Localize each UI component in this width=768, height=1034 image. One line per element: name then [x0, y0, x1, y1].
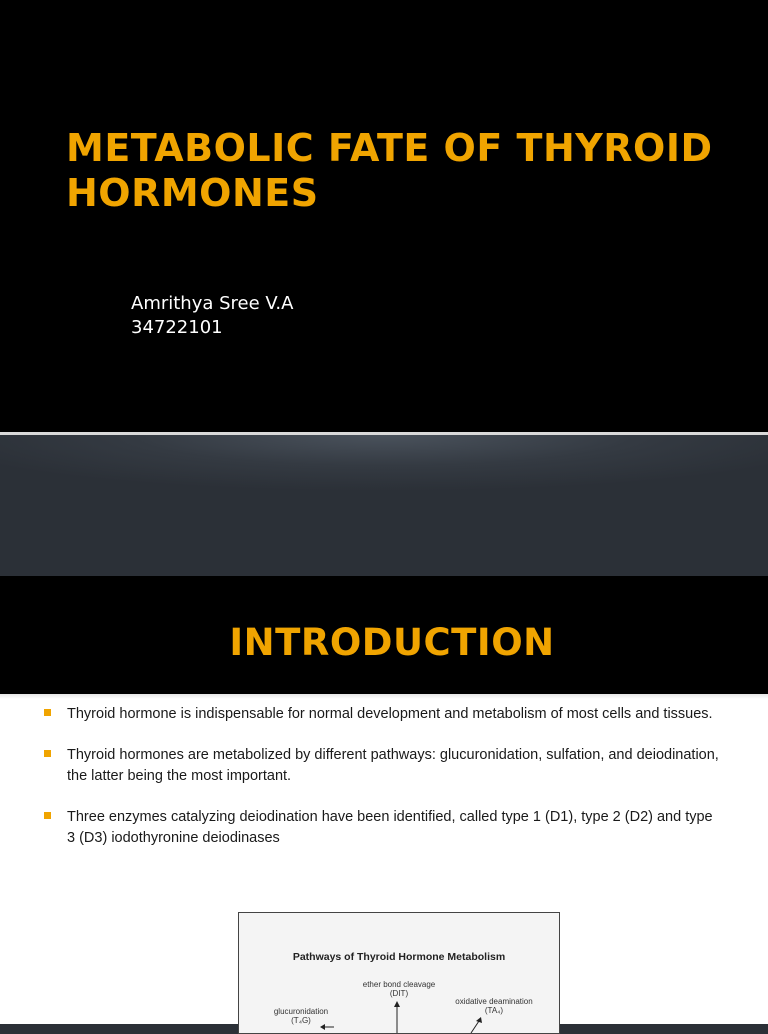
bullet-item [44, 704, 724, 725]
slide-title: METABOLIC FATE OF THYROID HORMONES [66, 126, 713, 215]
bullet-text: Three enzymes catalyzing deiodination have been identified, called type 1 (D1), type 2 (D2) and type 3 (D3) iodothyronine deiodinases [67, 809, 713, 846]
label-oxidative: oxidative deamination (TA₄) [455, 997, 533, 1015]
arrow-right-icon [476, 1017, 482, 1023]
slide-header [0, 576, 768, 694]
bullet-square-icon [44, 812, 51, 819]
author-name: Amrithya Sree V.A [131, 293, 294, 314]
bullet-text: Thyroid hormones are metabolized by different pathways: glucuronidation, sulfation, and deiodination, the latter being the most important. [67, 747, 719, 784]
slide-gap [0, 435, 768, 576]
bullet-item [44, 745, 724, 787]
diagram-title: Pathways of Thyroid Hormone Metabolism [292, 951, 506, 963]
label-ether-bond: ether bond cleavage (DIT) [362, 980, 436, 998]
bullet-square-icon [44, 709, 51, 716]
section-title: INTRODUCTION [229, 621, 555, 664]
bullet-square-icon [44, 750, 51, 757]
bullet-item [44, 807, 724, 849]
diagram-arrows [239, 913, 559, 1033]
bullet-list [44, 704, 724, 869]
label-glucuronidation: glucuronidation (T₄G) [273, 1007, 329, 1025]
author-id: 34722101 [131, 317, 223, 338]
header-divider [0, 694, 768, 699]
title-slide [0, 0, 768, 432]
pathway-diagram [238, 912, 560, 1034]
bullet-text: Thyroid hormone is indispensable for normal development and metabolism of most cells and tissues. [67, 706, 713, 722]
arrow-left-icon [320, 1024, 325, 1030]
arrow-up-icon [394, 1001, 400, 1007]
arrow-right-line [471, 1021, 479, 1033]
author-block [131, 292, 293, 340]
content-slide [0, 576, 768, 1024]
